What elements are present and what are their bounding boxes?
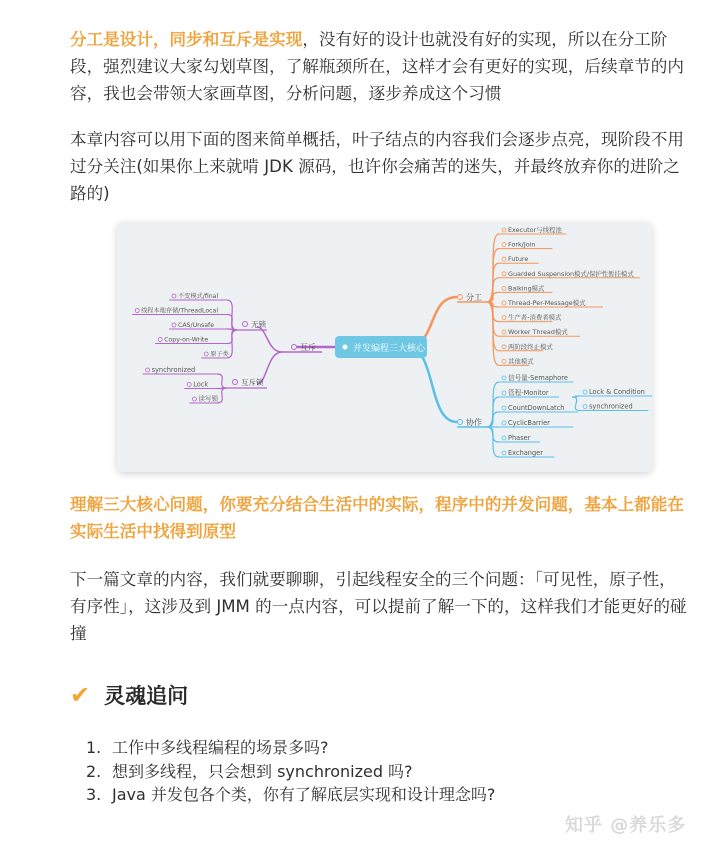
leaf-dot xyxy=(502,243,506,247)
list-item: 2. 想到多线程，只会想到 synchronized 吗? xyxy=(86,761,413,781)
fengong-leaves xyxy=(487,225,640,365)
leaf-dot xyxy=(502,436,506,440)
leaf-label: Balking模式 xyxy=(508,284,545,293)
leaf-label: Executor与线程池 xyxy=(508,226,562,234)
leaf-dot xyxy=(158,338,162,342)
leaf-dot xyxy=(502,451,506,455)
huchi-dot xyxy=(292,345,297,350)
leaf-dot xyxy=(502,391,506,395)
xiezuo-leaves xyxy=(487,373,578,457)
leaf-label: Fork/Join xyxy=(508,240,536,249)
leaf-label: 线程本地存储/ThreadLocal xyxy=(141,307,219,315)
leaf-dot xyxy=(502,286,506,290)
leaf-label: 原子类 xyxy=(210,351,229,358)
leaf-dot xyxy=(583,405,587,409)
leaf-dot xyxy=(172,323,176,327)
huchi-label: 互斥 xyxy=(300,343,316,352)
leaf-dot xyxy=(502,272,506,276)
paragraph-intro xyxy=(70,26,690,107)
wusuo-dot xyxy=(243,322,248,327)
leaf-dot xyxy=(135,309,139,313)
section-soul-questions xyxy=(70,678,188,712)
leaf-dot xyxy=(502,376,506,380)
leaf-dot xyxy=(172,294,176,298)
wusuo-leaves xyxy=(132,292,237,358)
leaf-dot xyxy=(502,421,506,425)
leaf-label: 管程-Monitor xyxy=(508,389,549,397)
paragraph-core-problems: 理解三大核心问题，你要充分结合生活中的实际，程序中的并发问题，基本上都能在实际生活中找得到原型 xyxy=(70,495,684,541)
mindmap-figure xyxy=(117,222,652,472)
leaf-label: 生产者-消费者模式 xyxy=(508,313,562,322)
intro-text: ，没有好的设计也就没有好的实现，所以在分工阶段，强烈建议大家勾划草图，了解瓶颈所在，这样才会有更好的实现，后续章节的内容，我也会带领大家画草图，分析问题，逐步养成这个习惯 xyxy=(70,30,684,103)
edge-huchi-wusuo xyxy=(257,327,282,352)
leaf-dot xyxy=(502,301,506,305)
question-list xyxy=(86,736,495,807)
leaf-dot xyxy=(502,330,506,334)
paragraph-next-article: 下一篇文章的内容，我们就要聊聊，引起线程安全的三个问题：「可见性，原子性，有序性」，这涉及到 JMM 的一点内容，可以提前了解一下的，这样我们才能更好的碰撞 xyxy=(70,570,687,643)
edge-leaf xyxy=(217,388,227,403)
leaf-label: 读写锁 xyxy=(198,395,219,403)
center-dot xyxy=(343,345,348,350)
list-item: 3. Java 并发包各个类，你有了解底层实现和设计理念吗? xyxy=(86,785,496,804)
section-title: 灵魂追问 xyxy=(104,684,189,708)
wusuo-label: 无锁 xyxy=(251,320,266,329)
leaf-dot xyxy=(583,390,587,394)
leaf-label: Exchanger xyxy=(508,449,543,457)
husuo-label: 互斥锁 xyxy=(241,378,264,387)
leaf-label: CountDownLatch xyxy=(508,404,565,412)
fengong-label: 分工 xyxy=(466,293,482,302)
husuo-leaves xyxy=(143,366,227,403)
leaf-label: Guarded Suspension模式/保护性暂挂模式 xyxy=(508,269,634,278)
leaf-label: 信号量-Semaphore xyxy=(508,374,568,382)
leaf-dot xyxy=(502,406,506,410)
leaf-label: Copy-on-Write xyxy=(164,336,209,344)
edge-center-xiezuo xyxy=(407,347,457,422)
checkmark-icon: ✔ xyxy=(70,681,91,709)
leaf-label: Lock & Condition xyxy=(589,388,645,396)
leaf-dot xyxy=(204,352,208,356)
leaf-dot xyxy=(502,359,506,363)
edge-leaf xyxy=(227,315,237,331)
fengong-dot xyxy=(458,295,463,300)
husuo-dot xyxy=(233,380,238,385)
leaf-dot xyxy=(192,397,196,401)
leaf-label: Phaser xyxy=(508,434,531,442)
leaf-label: 两阶段终止模式 xyxy=(508,342,553,351)
leaf-label: Lock xyxy=(193,380,209,389)
leaf-dot xyxy=(502,345,506,349)
leaf-label: 不变模式/final xyxy=(178,293,219,300)
leaf-dot xyxy=(146,368,150,372)
paragraph-summary: 本章内容可以用下面的图来简单概括，叶子结点的内容我们会逐步点亮，现阶段不用过分关注(如果你上来就啃 JDK 源码，也许你会痛苦的迷失，并最终放弃你的进阶之路的) xyxy=(70,130,684,203)
edge-leaf xyxy=(572,397,580,411)
monitor-children xyxy=(572,388,652,411)
edge-leaf xyxy=(217,374,227,388)
leaf-label: synchronized xyxy=(151,366,196,374)
xiezuo-dot xyxy=(458,420,463,425)
leaf-label: 其他模式 xyxy=(508,357,534,366)
xiezuo-label: 协作 xyxy=(466,418,482,427)
leaf-label: Worker Thread模式 xyxy=(508,328,568,337)
leaf-label: synchronized xyxy=(589,402,633,411)
leaf-label: CyclicBarrier xyxy=(508,419,550,427)
zhihu-watermark: 知乎 @养乐多 xyxy=(565,815,687,836)
leaf-dot xyxy=(502,228,506,232)
leaf-dot xyxy=(187,383,191,387)
leaf-label: Thread-Per-Message模式 xyxy=(508,299,586,307)
list-item: 1. 工作中多线程编程的场景多吗? xyxy=(86,738,329,757)
leaf-label: CAS/Unsafe xyxy=(178,322,215,329)
leaf-label: Future xyxy=(508,255,529,264)
mindmap-svg xyxy=(117,222,652,472)
leaf-dot xyxy=(502,316,506,320)
intro-highlight: 分工是设计，同步和互斥是实现 xyxy=(70,30,303,49)
leaf-dot xyxy=(502,257,506,261)
center-label: 并发编程三大核心 xyxy=(353,344,426,354)
